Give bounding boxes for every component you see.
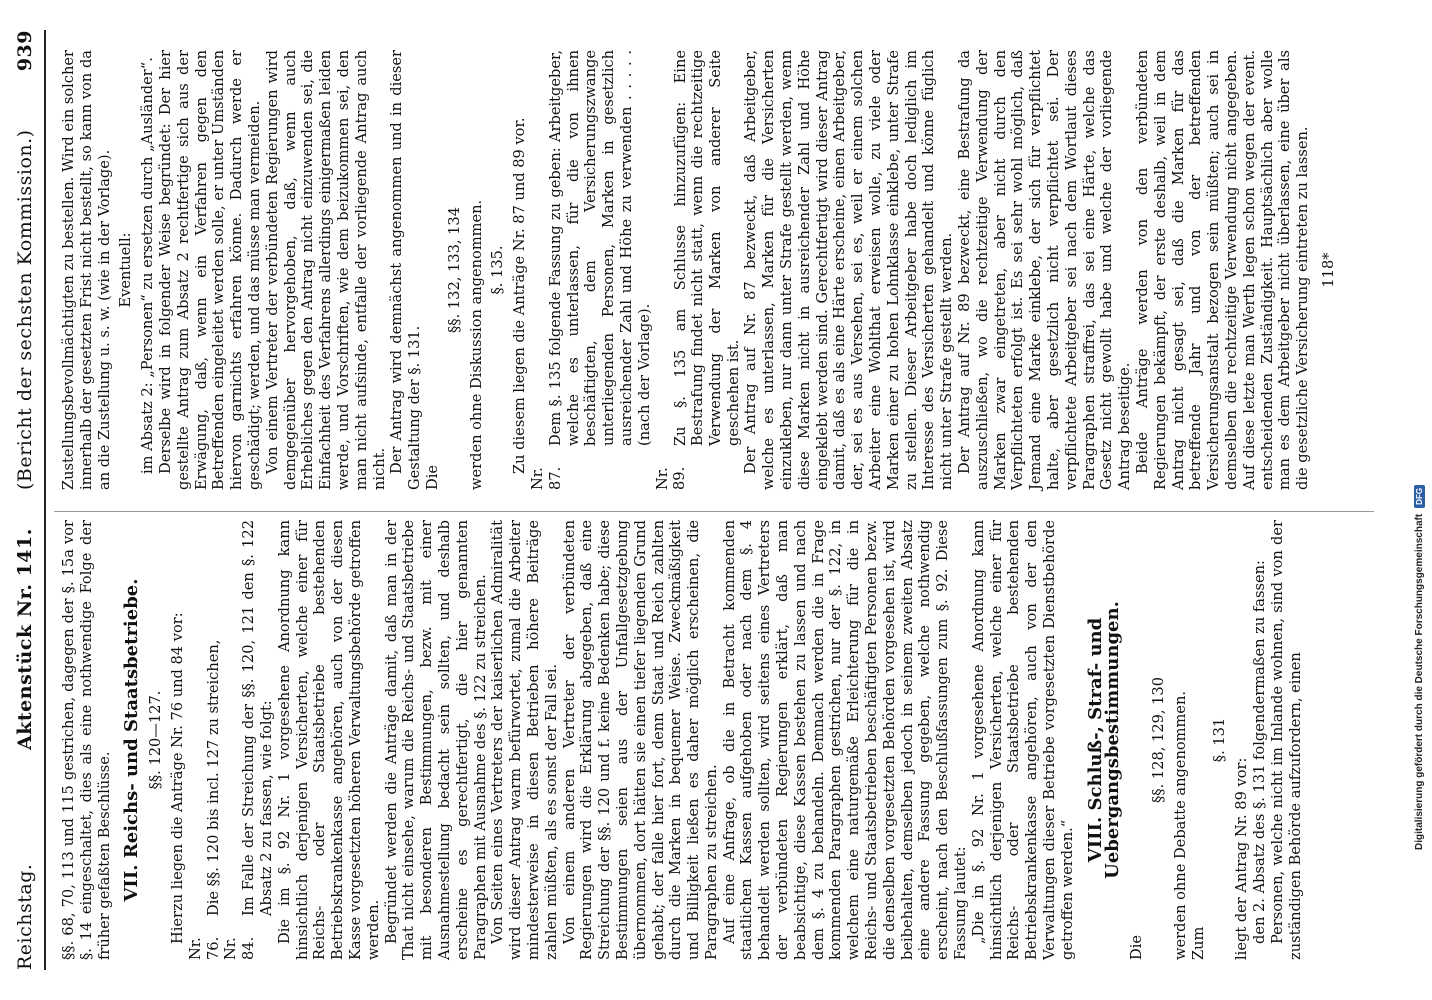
section-range: §§. 120—127. [147, 690, 165, 790]
paragraph: liegt der Antrag Nr. 89 vor: [1233, 757, 1251, 960]
right-column [60, 50, 1338, 490]
paragraph: Der Antrag auf Nr. 87 bezweckt, daß Arbeitgeber, welche es unterlassen, Marken für die Versicherten einzukleben, nur dann unter Strafe gestellt werden, wenn diese Marken nicht in ausreichender Zahl und Höhe eingeklebt werden sind. Gerechtfertigt wird dieser Antrag damit, daß es als eine Härte erscheine, einen Arbeitgeber, der, sei es aus Versehen, sei es, weil er einem solchen Arbeiter eine Wohlthat erweisen wolle, zu viele oder Marken einer zu hohen Lohnklasse einklebe, unter Strafe zu stellen. Dieser Arbeitgeber habe doch lediglich im Interesse des Versicherten gehandelt und könne füglich nicht unter Strafe gestellt werden. [742, 50, 956, 490]
paragraph: Hierzu liegen die Anträge Nr. 76 und 84 vor: [168, 612, 186, 944]
section-range: §. 135. [489, 245, 507, 295]
section-range: §. 131 [1211, 717, 1229, 763]
paragraph: Zustellungsbevollmächtigten zu bestellen. Wird ein solcher innerhalb der gesetzten Frist nicht bestellt, so kann von da an die Zustellung u. s. w. (wie in der Vorlage). [60, 50, 113, 490]
paragraph: Eventuell: [117, 232, 135, 308]
paragraph: Der Antrag wird demnächst angenommen und in dieser Gestaltung der §. 131. [388, 50, 424, 490]
motion-number: Nr. 84. [222, 936, 258, 960]
running-head [8, 30, 46, 970]
motion-text: Die §§. 120 bis incl. 127 zu streichen, [204, 639, 222, 916]
paragraph: im Absatz 2: „Personen“ zu ersetzen durch „Ausländer“. [139, 57, 157, 474]
signature-mark: 118* [1319, 252, 1337, 288]
paragraph: den 2. Absatz des §. 131 folgendermaßen zu fassen: [1251, 560, 1268, 944]
paragraph: Von einem Vertreter der verbündeten Regierungen wird demgegenüber hervorgehoben, daß, wenn auch Erhebliches gegen den Antrag nicht einzuwenden sei, die Einfachheit des Verfahrens allerdings einigermaßen leiden werde, und Vorschriften, wie dem beizukommen sei, den man nicht aufsinde, entfalle der vorliegende Antrag auch nicht. [263, 50, 388, 490]
motion-item [222, 520, 275, 960]
quotation: Die im §. 92 Nr. 1 vorgesehene Anordnung kann hinsichtlich derjenigen Versicherten, welche einer für Reichs- oder Staatsbetriebe bestehenden Betriebskrankenkasse angehören, auch von der diesen Kasse vorgesetzten höheren Verwaltungsbehörde getroffen werden. [275, 520, 382, 960]
section-range: §§. 132, 133, 134 [445, 207, 463, 333]
motion-item [529, 50, 654, 490]
header-left: Reichstag. [14, 863, 36, 970]
paragraph: Der Antrag auf Nr. 89 bezweckt, eine Bestrafung da auszuschließen, wo die rechtzeitige Verwendung der Marken zwar eingetreten, aber nicht durch den Verpflichteten erfolgt ist. Es sei sehr wohl möglich, daß Jemand eine Marke einklebe, der sich für verpflichtet halte, aber gesetzlich nicht verpflichtet sei. Der verpflichtete Arbeitgeber sei nach dem Wortlaut dieses Paragraphen straffrei, das sei eine Härte, welche das Gesetz nicht gewollt habe und welche der vorliegende Antrag beseitige. [956, 50, 1134, 490]
paragraph: Von einem anderen Vertreter der verbündeten Regierungen wird die Erklärung abgegeben, daß eine Streichung der §§. 120 und f. keine Bedenken habe; diese Bestimmungen seien aus der Unfallgesetzgebung übernommen, dort hätten sie einen tiefer liegenden Grund gehabt; der falle hier fort, denn Staat und Reich zahlten durch die Marken in bequemer Weise. Zweckmäßigkeit und Billigkeit ließen es daher möglich erscheinen, die Paragraphen zu streichen. [560, 520, 720, 960]
motion-number: Nr. 76. [186, 936, 222, 960]
motion-number: Nr. 89. [653, 466, 689, 490]
section-title: VII. Reichs- und Staatsbetriebe. [121, 578, 143, 902]
paragraph: Die [423, 464, 441, 490]
page-number: 939 [14, 30, 36, 72]
motion-text: Im Falle der Streichung der §§. 120, 121 den §. 122 Absatz 2 zu fassen, wie folgt: [240, 520, 275, 916]
motion-text: Zu §. 135 am Schlusse hinzuzufügen: Eine Bestrafung findet nicht statt, wenn die rechtzeitige Verwendung der Marken von anderer Seite geschehen ist. [671, 50, 742, 446]
motion-item [654, 50, 743, 490]
paragraph: Zu diesem liegen die Anträge Nr. 87 und 89 vor. [511, 117, 529, 474]
section-title: VIII. Schluß-, Straf- und Uebergangsbestimmungen. [1084, 601, 1124, 879]
section-range: §§. 128, 129, 130 [1150, 677, 1168, 803]
paragraph: werden ohne Diskussion angenommen. [467, 199, 485, 490]
paragraph: Von Seiten eines Vertreters der kaiserlichen Admiralität wird dieser Antrag warm befürwortet, zumal die Arbeiter mindesterweise in diesen Betrieben höhere Beiträge zahlen müßten, als es sonst der Fall sei. [489, 520, 560, 960]
motion-item [187, 520, 223, 960]
paragraph: Personen, welche nicht im Inlande wohnen, sind von der zuständigen Behörde aufzufordern, einen [1268, 520, 1304, 960]
paragraph: Begründet werden die Anträge damit, daß man in der That nicht einsehe, warum die Reichs- und Staatsbetriebe mit besonderen Bestimmungen, bezw. mit einer Ausnahmestellung bedacht sein sollten, und deshalb erscheine es gerechtfertigt, die hier genannten Paragraphen mit Ausnahme des §. 122 zu streichen. [382, 520, 489, 960]
motion-number: Nr. 87. [528, 466, 564, 490]
paragraph: Zum [1189, 926, 1207, 960]
header-center: Aktenstück Nr. 141. [14, 528, 36, 750]
column-divider [54, 511, 1374, 512]
paragraph: §§. 68, 70, 113 und 115 gestrichen, dagegen der §. 15a vor §. 14 eingeschaltet, dies als eine nothwendige Folge der früher gefaßten Beschlüsse. [60, 520, 113, 960]
digitization-note: Digitalisierung gefördert durch die Deutsche Forschungsgemeinschaft [1413, 513, 1425, 850]
paragraph: werden ohne Debatte angenommen. [1171, 691, 1189, 960]
paragraph: Beide Anträge werden von den verbündeten Regierungen bekämpft, der erste deshalb, weil in dem Antrag nicht gesagt sei, daß die Marken für das betreffende Jahr und von der betreffenden Versicherungsanstalt bezogen sein müßten; auch sei in demselben die rechtzeitige Verwendung nicht angegeben. Auf diese letzte man Werth legen schon wegen der event. entscheidenden Zuständigkeit. Hauptsächlich aber wolle man es dem Arbeitgeber nicht überlassen, eine über als die gesetzliche Versicherung eintreten zu lassen. [1134, 50, 1312, 490]
header-right: (Bericht der sechsten Kommission.) [14, 129, 36, 490]
motion-text: Dem §. 135 folgende Fassung zu geben: Arbeitgeber, welche es unterlassen, für die von ihnen beschäftigten, dem Versicherungszwange unterliegenden Personen, Marken in gesetzlich ausreichender Zahl und Höhe zu verwenden . . . . . (nach der Vorlage). [546, 50, 653, 446]
paragraph: Die [1128, 934, 1146, 960]
quotation: „Die in §. 92 Nr. 1 vorgesehene Anordnung kann hinsichtlich derjenigen Versicherten, welche einer für Reichs- oder Staatsbetriebe bestehenden Betriebskrankenkasse angehören, auch von der den Verwaltungen dieser Betriebe vorgesetzten Dienstbehörde getroffen werden.“ [969, 520, 1076, 960]
digitization-strip [1406, 0, 1432, 1000]
paragraph: Auf eine Anfrage, ob die in Betracht kommenden staatlichen Kassen aufgehoben oder nach dem §. 4 behandelt werden sollten, wird seitens eines Vertreters der verbündeten Regierungen erklärt, daß man beabsichtige, diese Kassen bestehen zu lassen und nach dem §. 4 zu behandeln. Demnach werden die in Frage kommenden Paragraphen gestrichen, nur der §. 122, in welchem eine naturgemäße Erleichterung für die in Reichs- und Staatsbetrieben beschäftigten Personen bezw. die denselben vorgesetzten Behörden vorgesehen ist, wird beibehalten, demselben jedoch in seinem zweiten Absatz eine andere Fassung gegeben, welche nothwendig erscheint, nach den Beschlußfassungen zum §. 92. Diese Fassung lautet: [720, 520, 970, 960]
paragraph: Derselbe wird in folgender Weise begründet: Der hier gestellte Antrag zum Absatz 2 rechtfertige sich aus der Erwägung, daß, wenn ein Verfahren gegen den Betreffenden eingeleitet werden solle, er unter Umständen hiervon garnichts erfahren könne. Dadurch werde er geschädigt; werden, und das müsse man vermeiden. [156, 50, 263, 490]
dfg-logo: DFG [1414, 485, 1425, 508]
left-column [60, 520, 1304, 960]
